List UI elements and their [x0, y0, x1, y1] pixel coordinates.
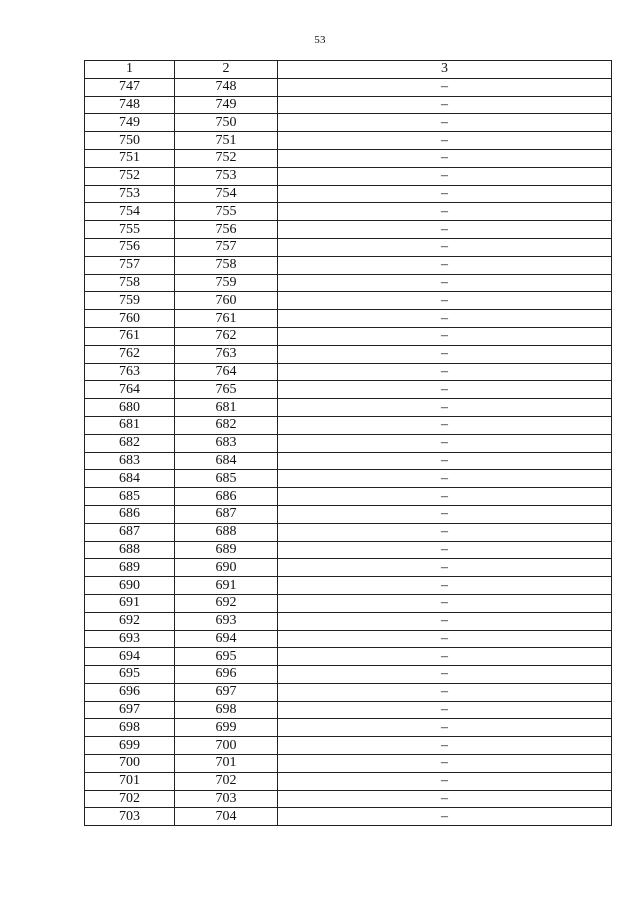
- table-cell-col-2: 704: [175, 808, 278, 826]
- table-cell-col-1: 756: [85, 238, 175, 256]
- table-cell-col-3: –: [278, 719, 612, 737]
- table-cell-col-1: 757: [85, 256, 175, 274]
- table-row: [85, 790, 612, 808]
- table-cell-col-2: 698: [175, 701, 278, 719]
- table-cell-col-3: –: [278, 434, 612, 452]
- table-row: [85, 203, 612, 221]
- table-row: [85, 701, 612, 719]
- table-cell-col-2: 748: [175, 78, 278, 96]
- table-cell-col-3: –: [278, 363, 612, 381]
- table-cell-col-2: 689: [175, 541, 278, 559]
- table-row: [85, 666, 612, 684]
- table-cell-col-2: 753: [175, 167, 278, 185]
- table-cell-col-1: 698: [85, 719, 175, 737]
- table-cell-col-1: 688: [85, 541, 175, 559]
- table-row: [85, 808, 612, 826]
- table-row: [85, 185, 612, 203]
- table-cell-col-2: 765: [175, 381, 278, 399]
- table-cell-col-1: 680: [85, 399, 175, 417]
- table-cell-col-2: 694: [175, 630, 278, 648]
- table-cell-col-3: –: [278, 666, 612, 684]
- table-cell-col-1: 689: [85, 559, 175, 577]
- table-row: [85, 577, 612, 595]
- table-cell-col-2: 688: [175, 523, 278, 541]
- table-cell-col-1: 692: [85, 612, 175, 630]
- table-cell-col-1: 754: [85, 203, 175, 221]
- table-cell-col-1: 691: [85, 594, 175, 612]
- table-cell-col-3: –: [278, 274, 612, 292]
- table-cell-col-1: 747: [85, 78, 175, 96]
- table-cell-col-3: –: [278, 132, 612, 150]
- table-cell-col-3: –: [278, 630, 612, 648]
- table-cell-col-1: 750: [85, 132, 175, 150]
- table-cell-col-1: 702: [85, 790, 175, 808]
- table-cell-col-1: 748: [85, 96, 175, 114]
- table-cell-col-1: 758: [85, 274, 175, 292]
- table-row: [85, 559, 612, 577]
- table-cell-col-1: 753: [85, 185, 175, 203]
- table-cell-col-2: 683: [175, 434, 278, 452]
- table-cell-col-3: –: [278, 203, 612, 221]
- table-cell-col-3: –: [278, 488, 612, 506]
- table-cell-col-1: 763: [85, 363, 175, 381]
- table-cell-col-2: 755: [175, 203, 278, 221]
- table-cell-col-1: 685: [85, 488, 175, 506]
- table-cell-col-3: –: [278, 772, 612, 790]
- table-cell-col-1: 696: [85, 683, 175, 701]
- table-cell-col-2: 684: [175, 452, 278, 470]
- table-row: [85, 221, 612, 239]
- table-cell-col-3: –: [278, 648, 612, 666]
- table-row: [85, 434, 612, 452]
- table-row: [85, 381, 612, 399]
- table-cell-col-2: 757: [175, 238, 278, 256]
- header-cell-2: 2: [175, 61, 278, 79]
- table-cell-col-1: 694: [85, 648, 175, 666]
- table-cell-col-3: –: [278, 505, 612, 523]
- table-row: [85, 505, 612, 523]
- table-cell-col-2: 693: [175, 612, 278, 630]
- table-cell-col-3: –: [278, 399, 612, 417]
- table-row: [85, 452, 612, 470]
- data-table: [84, 60, 612, 826]
- table-cell-col-1: 749: [85, 114, 175, 132]
- table-row: [85, 541, 612, 559]
- table-cell-col-1: 697: [85, 701, 175, 719]
- table-cell-col-2: 701: [175, 755, 278, 773]
- table-cell-col-1: 684: [85, 470, 175, 488]
- table-row: [85, 523, 612, 541]
- table-cell-col-1: 687: [85, 523, 175, 541]
- table-cell-col-1: 762: [85, 345, 175, 363]
- table-cell-col-1: 752: [85, 167, 175, 185]
- table-cell-col-2: 703: [175, 790, 278, 808]
- table-cell-col-1: 764: [85, 381, 175, 399]
- table-cell-col-1: 703: [85, 808, 175, 826]
- table-row: [85, 238, 612, 256]
- table-cell-col-2: 681: [175, 399, 278, 417]
- table-cell-col-2: 697: [175, 683, 278, 701]
- table-cell-col-1: 759: [85, 292, 175, 310]
- table-cell-col-3: –: [278, 523, 612, 541]
- table-cell-col-1: 751: [85, 149, 175, 167]
- table-cell-col-2: 691: [175, 577, 278, 595]
- table-cell-col-3: –: [278, 541, 612, 559]
- table-cell-col-2: 685: [175, 470, 278, 488]
- table-cell-col-1: 701: [85, 772, 175, 790]
- table-cell-col-3: –: [278, 78, 612, 96]
- table-cell-col-3: –: [278, 310, 612, 328]
- table-row: [85, 737, 612, 755]
- table-row: [85, 755, 612, 773]
- table-cell-col-2: 758: [175, 256, 278, 274]
- table-cell-col-3: –: [278, 594, 612, 612]
- table-row: [85, 274, 612, 292]
- table-cell-col-3: –: [278, 381, 612, 399]
- table-row: [85, 114, 612, 132]
- table-cell-col-3: –: [278, 790, 612, 808]
- table-cell-col-2: 756: [175, 221, 278, 239]
- table-row: [85, 345, 612, 363]
- table-cell-col-2: 762: [175, 327, 278, 345]
- table-cell-col-2: 759: [175, 274, 278, 292]
- table-row: [85, 470, 612, 488]
- table-cell-col-3: –: [278, 167, 612, 185]
- table-cell-col-3: –: [278, 559, 612, 577]
- table-cell-col-3: –: [278, 221, 612, 239]
- table-cell-col-2: 695: [175, 648, 278, 666]
- table-cell-col-2: 749: [175, 96, 278, 114]
- table-cell-col-2: 754: [175, 185, 278, 203]
- table-cell-col-3: –: [278, 577, 612, 595]
- table-cell-col-1: 693: [85, 630, 175, 648]
- table-cell-col-2: 761: [175, 310, 278, 328]
- table-row: [85, 630, 612, 648]
- table-row: [85, 96, 612, 114]
- table-row: [85, 648, 612, 666]
- table-row: [85, 167, 612, 185]
- table-cell-col-2: 750: [175, 114, 278, 132]
- table-cell-col-3: –: [278, 96, 612, 114]
- page-number: 53: [314, 34, 326, 46]
- table-row: [85, 612, 612, 630]
- table-cell-col-1: 682: [85, 434, 175, 452]
- table-cell-col-1: 699: [85, 737, 175, 755]
- table-body: [85, 61, 612, 826]
- table-cell-col-2: 686: [175, 488, 278, 506]
- table-cell-col-3: –: [278, 185, 612, 203]
- header-cell-3: 3: [278, 61, 612, 79]
- table-cell-col-3: –: [278, 149, 612, 167]
- table-cell-col-3: –: [278, 452, 612, 470]
- table-cell-col-1: 761: [85, 327, 175, 345]
- table-row: [85, 683, 612, 701]
- table-row: [85, 149, 612, 167]
- table-cell-col-3: –: [278, 256, 612, 274]
- table-cell-col-3: –: [278, 238, 612, 256]
- table-cell-col-3: –: [278, 345, 612, 363]
- table-cell-col-2: 690: [175, 559, 278, 577]
- table-cell-col-1: 695: [85, 666, 175, 684]
- table-cell-col-2: 700: [175, 737, 278, 755]
- table-cell-col-2: 682: [175, 416, 278, 434]
- table-cell-col-1: 686: [85, 505, 175, 523]
- table-cell-col-3: –: [278, 701, 612, 719]
- table-cell-col-3: –: [278, 327, 612, 345]
- table-cell-col-3: –: [278, 808, 612, 826]
- table-cell-col-1: 760: [85, 310, 175, 328]
- table-row: [85, 719, 612, 737]
- table-row: [85, 78, 612, 96]
- table-cell-col-1: 690: [85, 577, 175, 595]
- table-cell-col-2: 751: [175, 132, 278, 150]
- table-row: [85, 399, 612, 417]
- table-cell-col-3: –: [278, 416, 612, 434]
- table-row: [85, 488, 612, 506]
- table-cell-col-3: –: [278, 292, 612, 310]
- header-cell-1: 1: [85, 61, 175, 79]
- table-cell-col-2: 763: [175, 345, 278, 363]
- table-cell-col-3: –: [278, 612, 612, 630]
- table-row: [85, 327, 612, 345]
- table-cell-col-2: 702: [175, 772, 278, 790]
- table-row: [85, 772, 612, 790]
- table-cell-col-2: 764: [175, 363, 278, 381]
- table-cell-col-2: 696: [175, 666, 278, 684]
- table-cell-col-3: –: [278, 683, 612, 701]
- table-row: [85, 132, 612, 150]
- table-cell-col-2: 692: [175, 594, 278, 612]
- table-row: [85, 310, 612, 328]
- table-cell-col-2: 699: [175, 719, 278, 737]
- table-cell-col-1: 700: [85, 755, 175, 773]
- table-row: [85, 416, 612, 434]
- table-cell-col-1: 755: [85, 221, 175, 239]
- table-cell-col-3: –: [278, 114, 612, 132]
- table-row: [85, 292, 612, 310]
- table-cell-col-2: 760: [175, 292, 278, 310]
- table-cell-col-2: 687: [175, 505, 278, 523]
- table-cell-col-3: –: [278, 470, 612, 488]
- table-cell-col-2: 752: [175, 149, 278, 167]
- table-row: [85, 363, 612, 381]
- table-cell-col-1: 681: [85, 416, 175, 434]
- table-header-row: [85, 61, 612, 79]
- table-cell-col-1: 683: [85, 452, 175, 470]
- table-cell-col-3: –: [278, 737, 612, 755]
- table-row: [85, 256, 612, 274]
- table-cell-col-3: –: [278, 755, 612, 773]
- table-row: [85, 594, 612, 612]
